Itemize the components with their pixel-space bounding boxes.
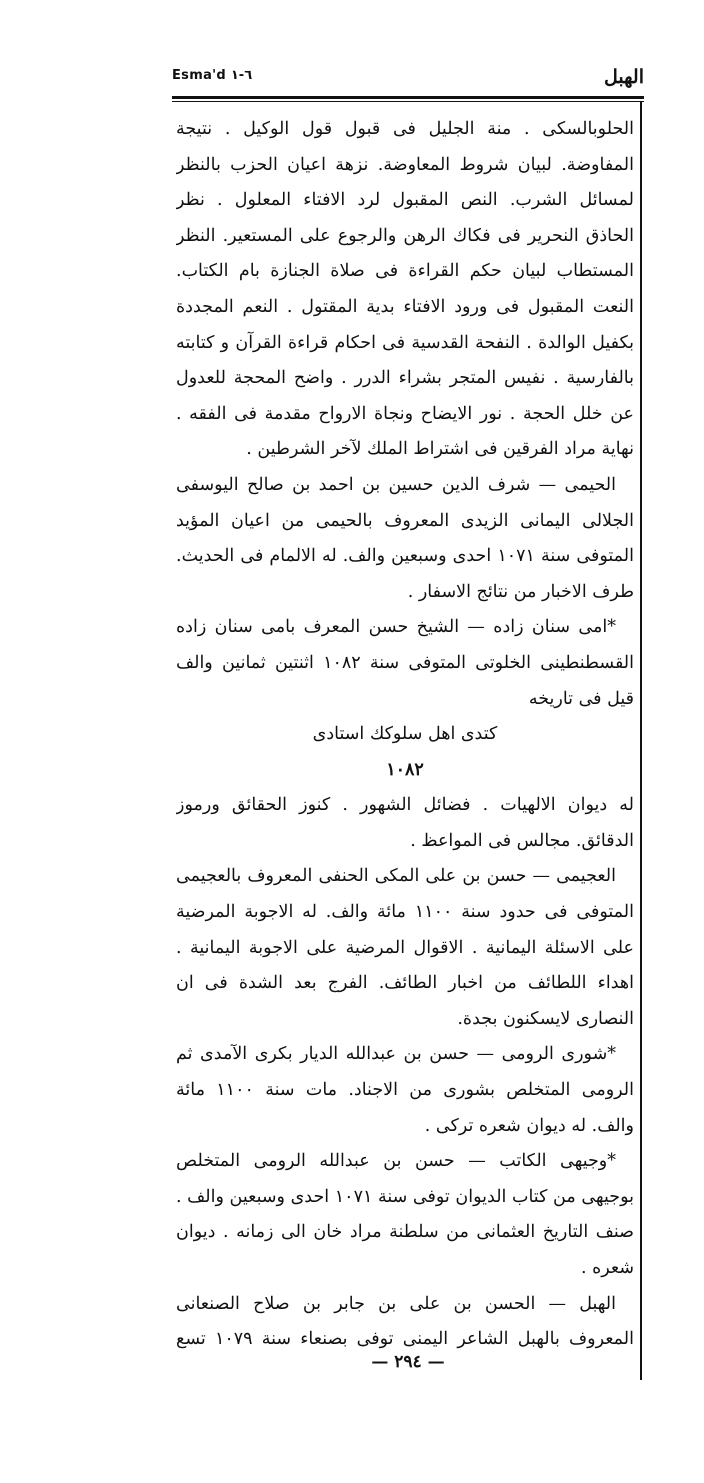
header-rule-thin xyxy=(172,101,644,102)
running-header xyxy=(172,66,644,92)
paragraph-al-ujaymi: العجيمى — حسن بن على المكى الحنفى المعروف بالعجيمى المتوفى فى حدود سنة ١١٠٠ مائة والف. له الاجوبة المرضية على الاسئلة اليمانية . الاقوال المرضية على الاجوبة اليمانية . اهداء اللطائف من اخبار الطائف. الفرج بعد الشدة فى ان النصارى لايسكنون بجدة. xyxy=(176,866,634,1029)
paragraph-emi-sinan-zade: *امى سنان زاده — الشيخ حسن المعرف بامى سنان زاده القسطنطينى الخلوتى المتوفى سنة ١٠٨٢ اثنتين ثمانين والف قيل فى تاريخه xyxy=(176,617,634,709)
paragraph-al-haymi: الحيمى — شرف الدين حسين بن احمد بن صالح اليوسفى الجلالى اليمانى الزيدى المعروف بالحيمى من اعيان المؤيد المتوفى سنة ١٠٧١ احدى وسبعين والف. له الالمام فى الحديث. طرف الاخبار من نتائج الاسفار . xyxy=(176,474,634,602)
page-number: — ٢٩٤ — xyxy=(371,1352,445,1372)
paragraph-divan-ilahiyat: له ديوان الالهيات . فضائل الشهور . كنوز الحقائق ورموز الدقائق. مجالس فى المواعظ . xyxy=(176,795,634,851)
right-margin-rule xyxy=(640,102,642,1380)
paragraph-al-habal: الهبل — الحسن بن على بن جابر بن صلاح الصنعانى المعروف بالهبل الشاعر اليمنى توفى بصنعاء سنة ١٠٧٩ تسع xyxy=(176,1293,634,1350)
verse-line: كتدى اهل سلوكك استادى xyxy=(312,724,498,745)
main-text-block xyxy=(176,112,634,1362)
header-right-label: الهبل xyxy=(604,66,644,88)
paragraph-shuri-rumi: *شورى الرومى — حسن بن عبدالله الديار بكرى الآمدى ثم الرومى المتخلص بشورى من الاجناد. مات سنة ١١٠٠ مائة والف. له ديوان شعره تركى . xyxy=(176,1044,634,1136)
paragraph-works-list: الحلوبالسكى . منة الجليل فى قبول قول الوكيل . نتيجة المفاوضة. لبيان شروط المعاوضة. نزهة اعيان الحزب بالنظر لمسائل الشرب. النص المقبول لرد الافتاء المعلول . نظر الحاذق النحرير فى فكاك الرهن والرجوع على المستعير. النظر المستطاب لبيان حكم القراءة فى صلاة الجنازة بام الكتاب. النعت المقبول فى ورود الافتاء بدية المقتول . النعم المجددة بكفيل الوالدة . النفحة القدسية فى احكام قراءة القرآن و كتابته بالفارسية . نفيس المتجر بشراء الدرر . واضح المحجة للعدول عن خلل الحجة . نور الايضاح ونجاة الارواح مقدمة فى الفقه . نهاية مراد الفرقين فى اشتراط الملك لآخر الشرطين . xyxy=(176,119,634,460)
paragraph-vecihi-katib: *وجيهى الكاتب — حسن بن عبدالله الرومى المتخلص بوجيهى من كتاب الديوان توفى سنة ١٠٧١ احدى وسبعين والف . صنف التاريخ العثمانى من سلطنة مراد خان الى زمانه . ديوان شعره . xyxy=(176,1151,634,1278)
header-rule-thick xyxy=(172,96,644,99)
header-left-label: Esma'd ٦-١ xyxy=(172,68,253,83)
chronogram-year: ١٠٨٢ xyxy=(386,759,424,780)
